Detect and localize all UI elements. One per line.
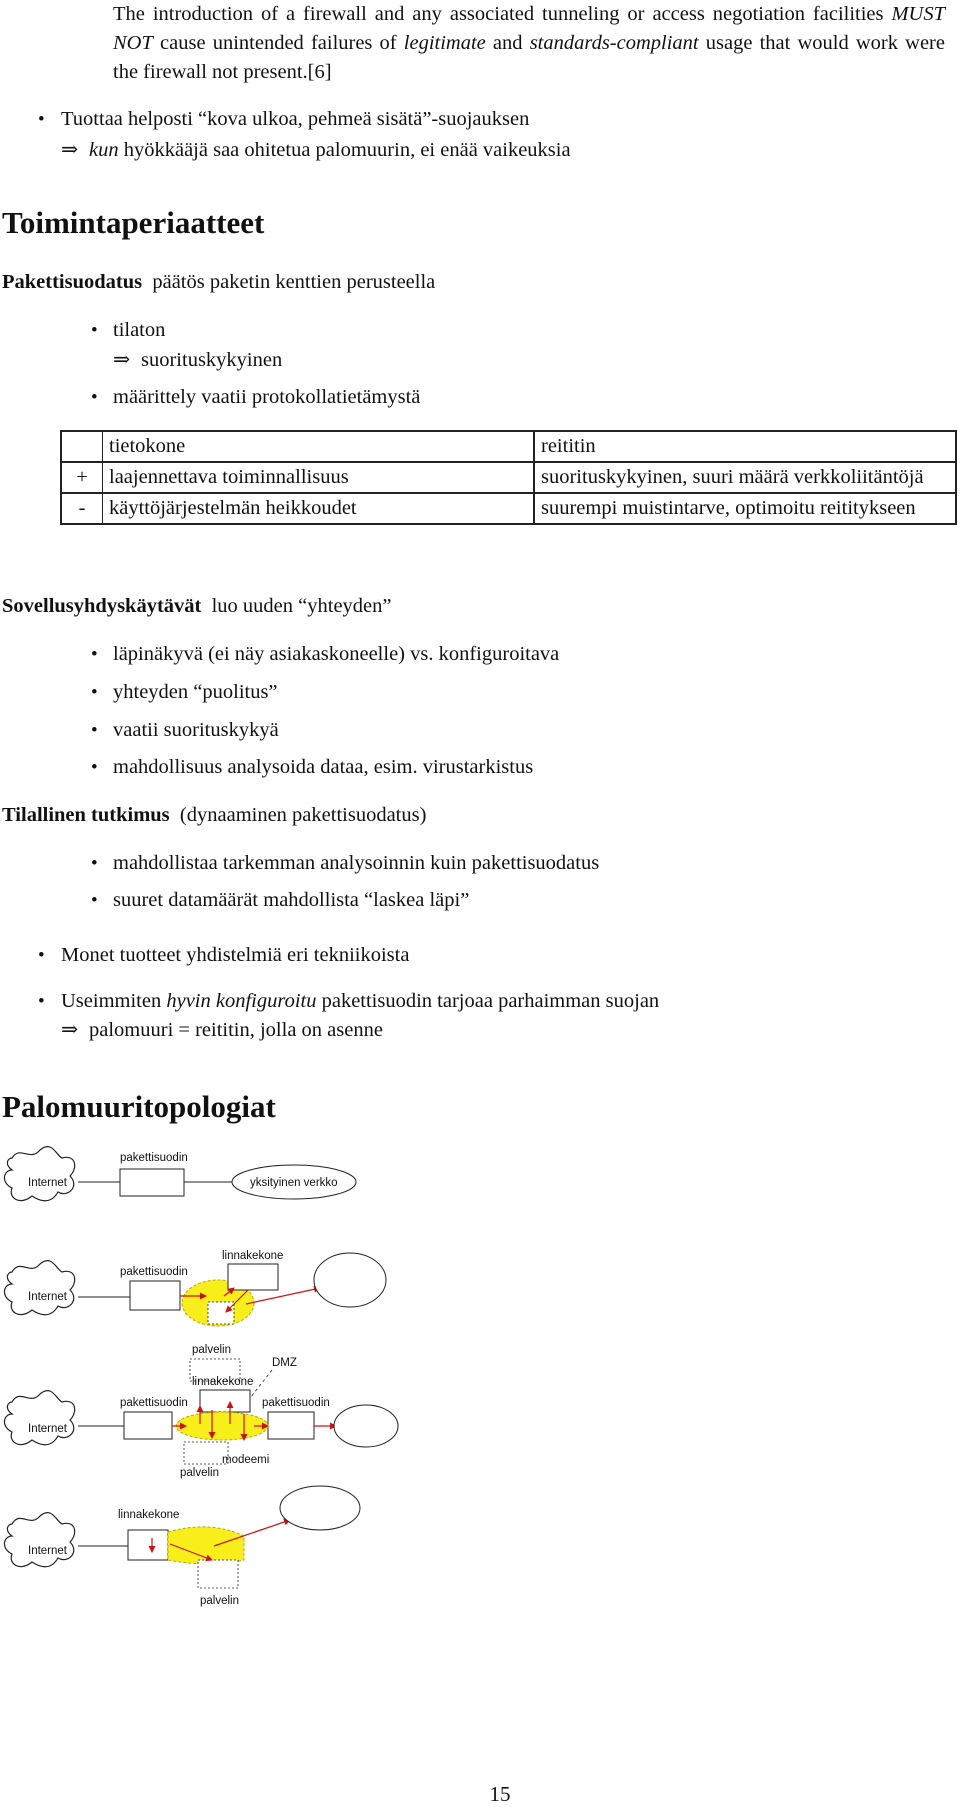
- internet-label: Internet: [28, 1177, 67, 1189]
- implies-arrow-icon: ⇒: [61, 1019, 79, 1041]
- app-gateway-item: vaatii suorituskykyä: [113, 719, 279, 741]
- topology-1: [4, 1147, 356, 1201]
- packet-filter-heading: Pakettisuodatus päätös paketin kenttien perusteella: [2, 271, 436, 293]
- packet-filter-box: [124, 1412, 172, 1439]
- implies-arrow-icon: ⇒: [61, 139, 79, 161]
- table-cell: +: [61, 462, 103, 493]
- bullet-dot: •: [91, 757, 98, 778]
- packet-filter-label: pakettisuodin: [120, 1266, 188, 1278]
- inner-box: [208, 1302, 234, 1324]
- server-label: palvelin: [192, 1344, 231, 1356]
- bastion-label: linnakekone: [192, 1376, 254, 1388]
- section-title-topologies: Palomuuritopologiat: [2, 1089, 276, 1124]
- private-network-ellipse: [280, 1486, 360, 1530]
- consequence-line: ⇒ kun hyökkääjä saa ohitetua palomuurin, ei enää vaikeuksia: [61, 136, 571, 165]
- page-number: 15: [489, 1782, 511, 1806]
- topology-2: [4, 1250, 386, 1326]
- bullet-best: Useimmiten hyvin konfiguroitu pakettisuodin tarjoaa parhaimman suojan: [61, 990, 660, 1012]
- bastion-box: [200, 1390, 250, 1412]
- implies-arrow-icon: ⇒: [113, 349, 131, 371]
- stateful-item: mahdollistaa tarkemman analysoinnin kuin pakettisuodatus: [113, 852, 600, 874]
- packet-filter-box: [268, 1412, 314, 1439]
- internet-label: Internet: [28, 1423, 67, 1435]
- app-gateway-item: läpinäkyvä (ei näy asiakaskoneelle) vs. konfiguroitava: [113, 643, 560, 665]
- screened-zone: [168, 1527, 244, 1564]
- table-row: [61, 462, 956, 493]
- packet-filter-item: tilaton: [113, 319, 166, 341]
- table-cell: -: [61, 493, 103, 524]
- bullet-dot: •: [91, 387, 98, 408]
- table-row: [61, 493, 956, 524]
- bullet-dot: •: [38, 109, 45, 130]
- internet-cloud-icon: [4, 1261, 74, 1315]
- table-cell: suorituskykyinen, suuri määrä verkkoliitäntöjä: [534, 462, 956, 493]
- table-header-cell: reititin: [534, 431, 956, 462]
- topology-4: [4, 1486, 360, 1607]
- bullet-dot: •: [91, 890, 98, 911]
- bastion-box: [228, 1264, 278, 1290]
- app-gateway-item: yhteyden “puolitus”: [113, 681, 278, 703]
- table-cell: käyttöjärjestelmän heikkoudet: [103, 493, 535, 524]
- packet-filter-label: pakettisuodin: [262, 1397, 330, 1409]
- bullet-dot: •: [91, 853, 98, 874]
- packet-filter-label: pakettisuodin: [120, 1397, 188, 1409]
- table-cell: laajennettava toiminnallisuus: [103, 462, 535, 493]
- bullet-dot: •: [38, 945, 45, 966]
- server-box: [198, 1560, 238, 1588]
- internet-label: Internet: [28, 1545, 67, 1557]
- private-network-ellipse: [314, 1253, 386, 1307]
- modem-label: modeemi: [222, 1454, 270, 1466]
- packet-filter-box: [130, 1281, 180, 1310]
- internet-cloud-icon: [4, 1147, 74, 1201]
- table-cell: [61, 431, 103, 462]
- rfc-quote: The introduction of a firewall and any associated tunneling or access negotiation facilities MUST NOT cause unintended failures of legitimate and standards-compliant usage that would work were the firewall not present.[6]: [113, 3, 945, 83]
- table-cell: suurempi muistintarve, optimoitu reititykseen: [534, 493, 956, 524]
- bullet-dot: •: [91, 682, 98, 703]
- bullet-dot: •: [91, 320, 98, 341]
- packet-filter-item: määrittely vaatii protokollatietämystä: [113, 386, 421, 408]
- stateful-heading: Tilallinen tutkimus (dynaaminen pakettisuodatus): [2, 804, 427, 826]
- app-gateway-heading: Sovellusyhdyskäytävät luo uuden “yhteyden”: [2, 595, 392, 617]
- bastion-label: linnakekone: [222, 1250, 284, 1262]
- packet-filter-item: ⇒ suorituskykyinen: [113, 346, 282, 375]
- bastion-box: [128, 1530, 168, 1560]
- private-network-label: yksityinen verkko: [250, 1177, 338, 1189]
- packet-filter-box: [120, 1169, 184, 1196]
- table-header-cell: tietokone: [103, 431, 535, 462]
- section-title-principles: Toimintaperiaatteet: [2, 205, 265, 240]
- bullet-dot: •: [91, 644, 98, 665]
- table-row: [61, 431, 956, 462]
- private-network-ellipse: [334, 1405, 398, 1447]
- stateful-item: suuret datamäärät mahdollista “laskea läpi”: [113, 889, 470, 911]
- server-label: palvelin: [180, 1467, 219, 1479]
- topology-diagrams: [0, 1140, 960, 1620]
- bullet-dot: •: [91, 720, 98, 741]
- app-gateway-item: mahdollisuus analysoida dataa, esim. virustarkistus: [113, 756, 534, 778]
- bullet-hard-shell: Tuottaa helposti “kova ulkoa, pehmeä sisätä”-suojauksen: [61, 108, 530, 130]
- server-label: palvelin: [200, 1595, 239, 1607]
- packet-filter-label: pakettisuodin: [120, 1152, 188, 1164]
- bastion-label: linnakekone: [118, 1509, 180, 1521]
- internet-cloud-icon: [4, 1513, 74, 1567]
- bullet-combine: Monet tuotteet yhdistelmiä eri tekniikoista: [61, 944, 410, 966]
- internet-label: Internet: [28, 1291, 67, 1303]
- internet-cloud-icon: [4, 1391, 74, 1445]
- comparison-table: [60, 430, 957, 525]
- topology-3: [4, 1344, 398, 1479]
- bullet-dot: •: [38, 991, 45, 1012]
- dmz-label: DMZ: [272, 1357, 297, 1369]
- consequence-line: ⇒ palomuuri = reititin, jolla on asenne: [61, 1016, 383, 1045]
